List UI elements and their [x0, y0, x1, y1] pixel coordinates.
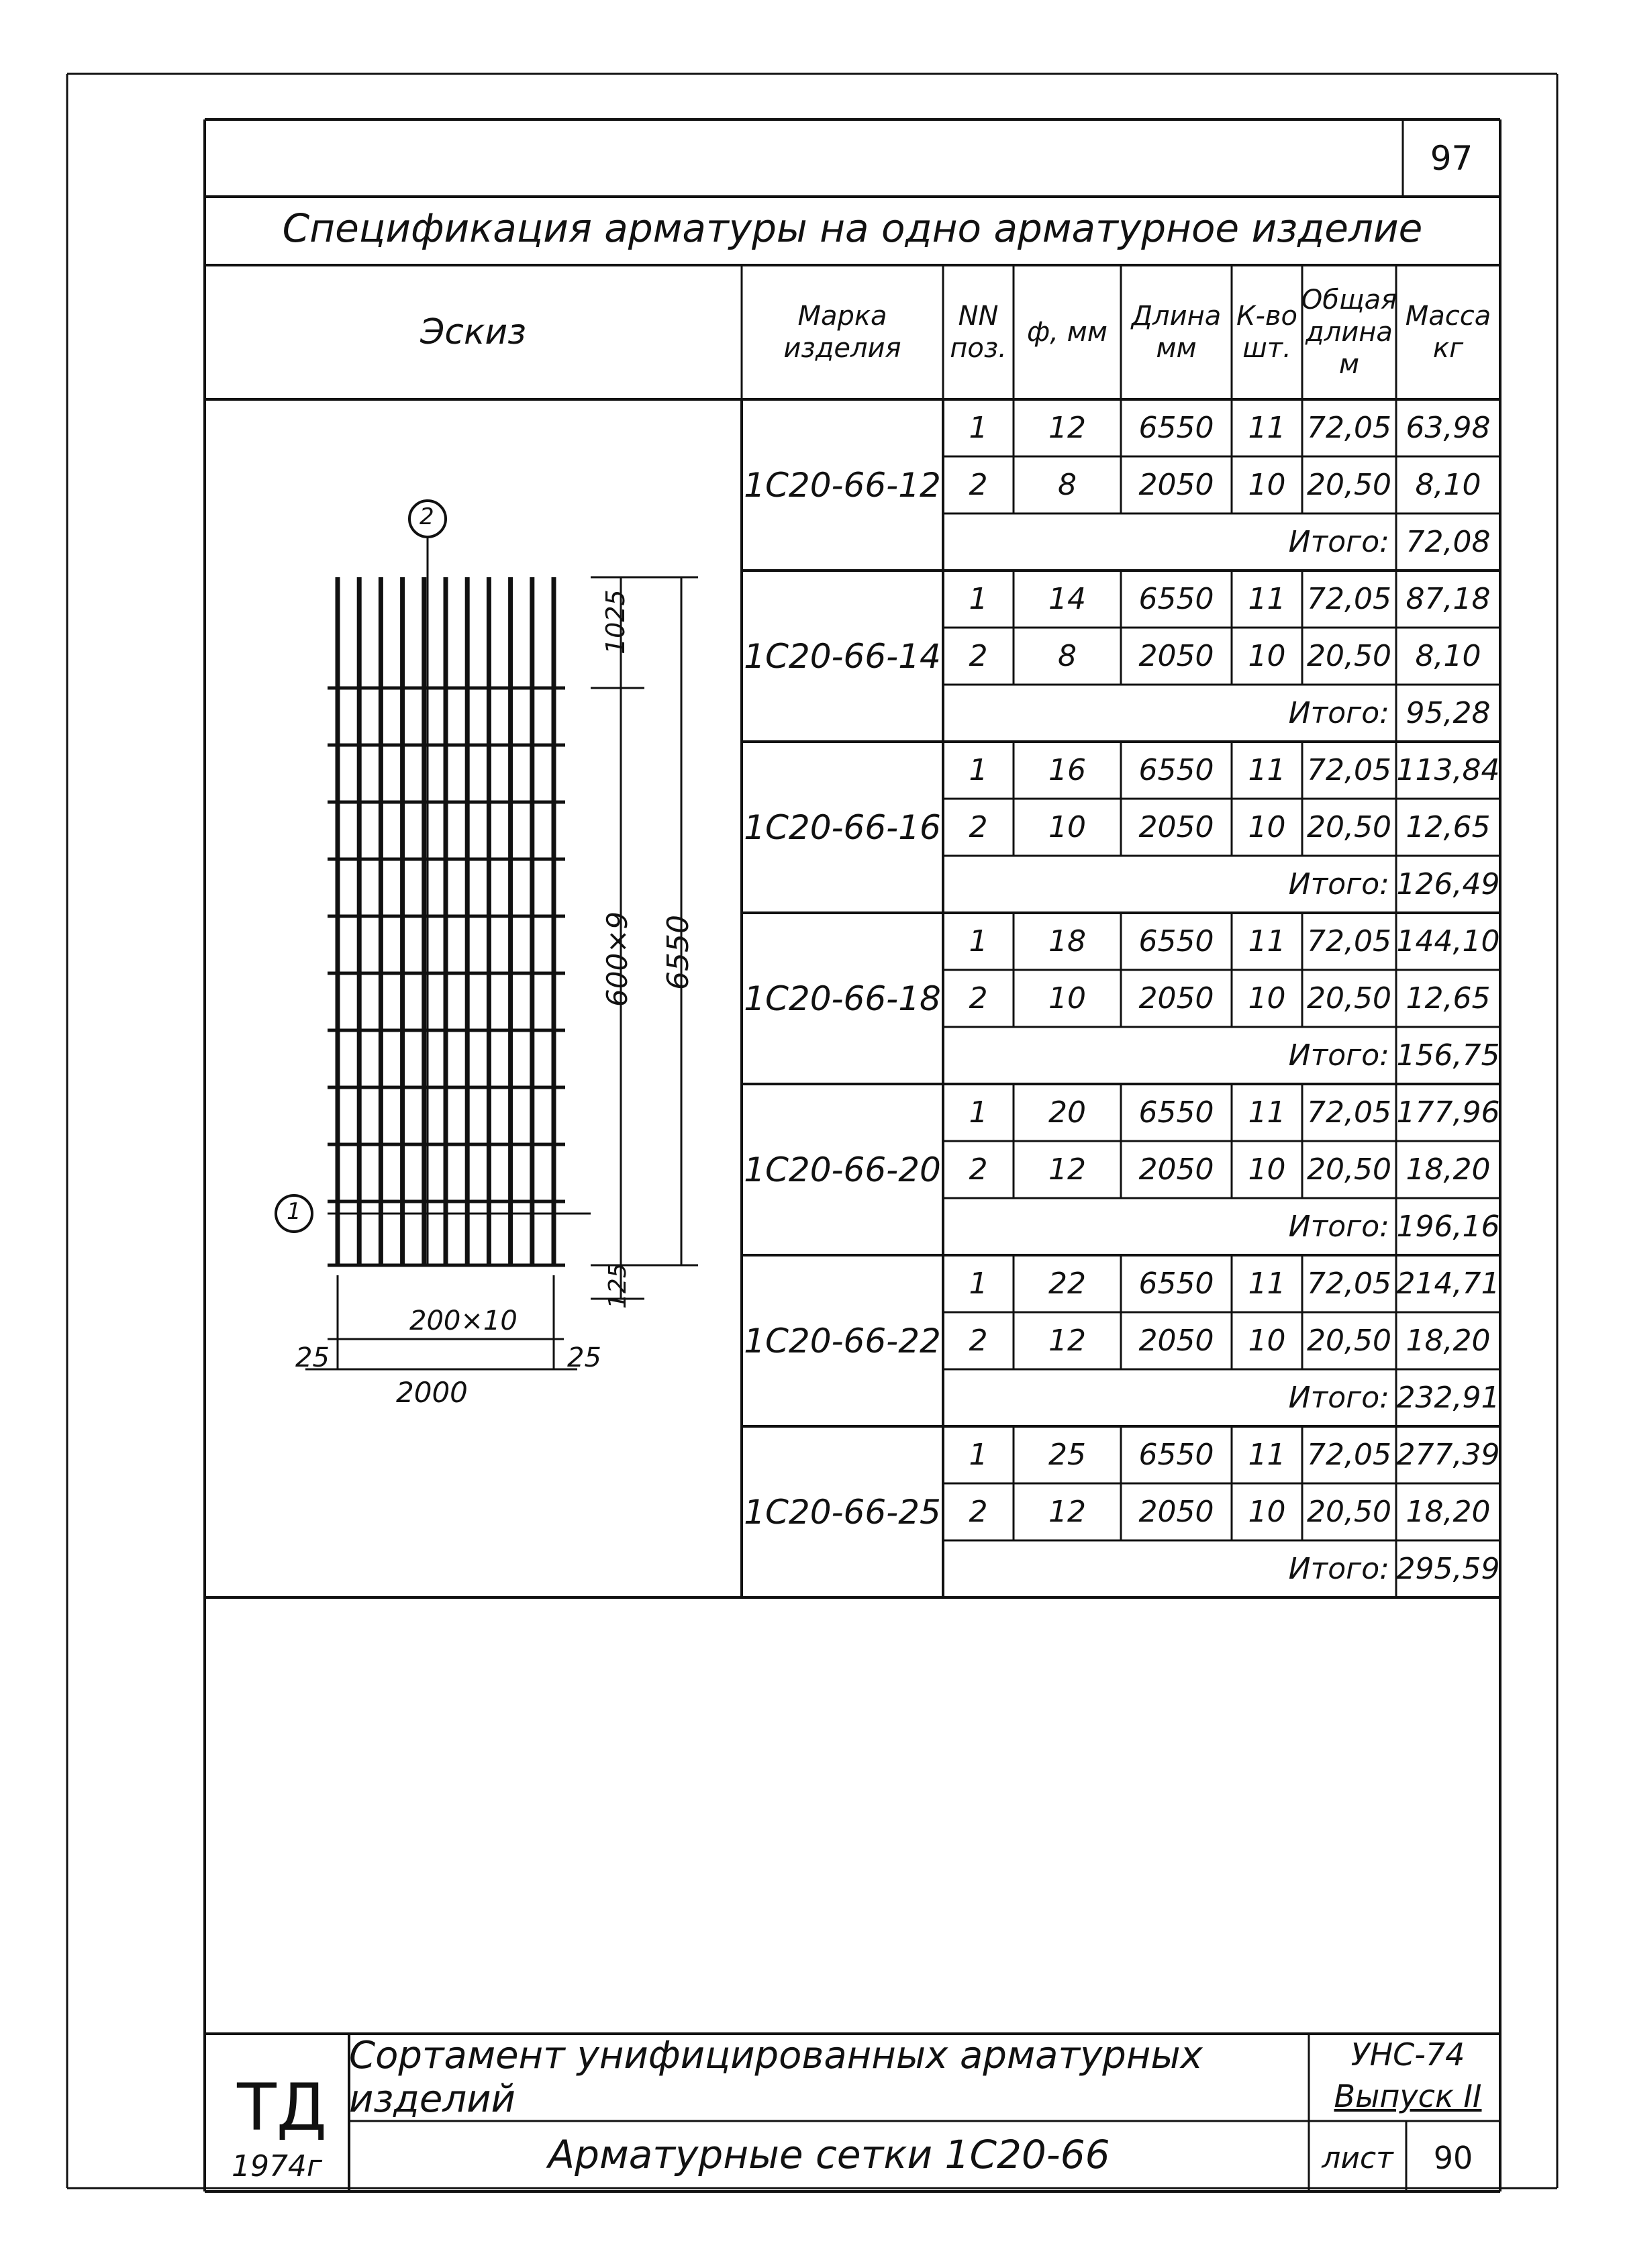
table-cell: 8 [1058, 639, 1077, 673]
table-cell: 2050 [1138, 810, 1214, 844]
table-cell: 87,18 [1406, 582, 1491, 616]
table-cell: 10 [1248, 468, 1286, 502]
table-cell: 11 [1248, 1438, 1286, 1472]
table-cell: 20,50 [1307, 639, 1391, 673]
table-cell: 20,50 [1307, 981, 1391, 1016]
table-cell: 12 [1048, 411, 1086, 445]
product-mark: 1С20-66-14 [744, 636, 941, 676]
marker-1-label: 1 [287, 1198, 301, 1225]
product-mark: 1С20-66-20 [744, 1150, 941, 1189]
table-cell: 12 [1048, 1324, 1086, 1358]
table-cell: 16 [1048, 753, 1086, 787]
table-cell: 6550 [1138, 1095, 1214, 1130]
table-cell: 20,50 [1307, 468, 1391, 502]
table-cell: 11 [1248, 753, 1286, 787]
table-cell: 18,20 [1406, 1324, 1491, 1358]
table-cell: 2 [969, 1324, 988, 1358]
column-header: Марка изделия [783, 301, 901, 364]
table-cell: 6550 [1138, 1438, 1214, 1472]
dim-spacing-label: 200×10 [409, 1305, 518, 1336]
table-cell: 6550 [1138, 1267, 1214, 1301]
table-cell: 22 [1048, 1267, 1086, 1301]
table-cell: 6550 [1138, 924, 1214, 958]
table-cell: 1 [969, 1267, 988, 1301]
table-cell: 1 [969, 411, 988, 445]
total-value: 295,59 [1396, 1552, 1500, 1586]
table-cell: 2050 [1138, 1324, 1214, 1358]
table-cell: 72,05 [1307, 411, 1391, 445]
table-cell: 2 [969, 1495, 988, 1529]
table-cell: 10 [1248, 1495, 1286, 1529]
table-cell: 72,05 [1307, 1267, 1391, 1301]
product-mark: 1С20-66-22 [744, 1321, 941, 1361]
table-cell: 2 [969, 810, 988, 844]
logo-mark: ТД [237, 2070, 327, 2145]
table-cell: 20,50 [1307, 1152, 1391, 1187]
column-header: NN поз. [950, 301, 1007, 364]
page-number: 97 [1430, 138, 1473, 178]
table-cell: 2050 [1138, 981, 1214, 1016]
table-cell: 25 [1048, 1438, 1086, 1472]
table-cell: 2 [969, 639, 988, 673]
table-cell: 2 [969, 468, 988, 502]
dim-top-label: 1025 [601, 589, 630, 654]
table-cell: 10 [1248, 1324, 1286, 1358]
table-cell: 10 [1048, 810, 1086, 844]
table-cell: 12,65 [1406, 810, 1491, 844]
table-cell: 10 [1248, 981, 1286, 1016]
table-cell: 11 [1248, 1267, 1286, 1301]
table-cell: 12 [1048, 1495, 1086, 1529]
table-cell: 8 [1058, 468, 1077, 502]
dim-width-label: 2000 [396, 1376, 468, 1409]
dim-right-edge-label: 25 [567, 1342, 601, 1373]
table-cell: 18,20 [1406, 1495, 1491, 1529]
total-label: Итого: [1288, 1552, 1389, 1586]
total-value: 95,28 [1406, 696, 1491, 730]
column-header: Масса кг [1405, 301, 1491, 364]
table-cell: 1 [969, 1095, 988, 1130]
dim-mid-label: 600×9 [601, 911, 634, 1007]
table-cell: 2050 [1138, 468, 1214, 502]
total-label: Итого: [1288, 1210, 1389, 1244]
total-label: Итого: [1288, 867, 1389, 901]
table-cell: 2 [969, 1152, 988, 1187]
table-cell: 10 [1248, 810, 1286, 844]
table-cell: 2050 [1138, 1495, 1214, 1529]
table-cell: 6550 [1138, 582, 1214, 616]
product-mark: 1С20-66-18 [744, 979, 941, 1018]
total-label: Итого: [1288, 1381, 1389, 1415]
title-block-title: Сортамент унифицированных арматурных изделий [349, 2034, 1203, 2121]
table-cell: 72,05 [1307, 753, 1391, 787]
table-cell: 2 [969, 981, 988, 1016]
total-value: 196,16 [1396, 1210, 1500, 1244]
table-cell: 14 [1048, 582, 1086, 616]
table-cell: 6550 [1138, 411, 1214, 445]
total-value: 156,75 [1396, 1038, 1500, 1073]
total-value: 232,91 [1396, 1381, 1500, 1415]
table-cell: 11 [1248, 411, 1286, 445]
table-cell: 20,50 [1307, 1495, 1391, 1529]
table-cell: 144,10 [1396, 924, 1500, 958]
table-cell: 63,98 [1406, 411, 1491, 445]
year-label: 1974г [231, 2149, 323, 2183]
table-cell: 10 [1248, 1152, 1286, 1187]
column-header: ф, мм [1027, 317, 1107, 348]
spec-title: Спецификация арматуры на одно арматурное изделие [282, 205, 1423, 251]
sketch-header: Эскиз [420, 312, 526, 352]
dim-full-label: 6550 [661, 915, 695, 990]
issue-label: Выпуск II [1334, 2078, 1482, 2114]
sheet-label: лист [1322, 2140, 1393, 2175]
product-mark: 1С20-66-16 [744, 807, 941, 847]
table-cell: 11 [1248, 1095, 1286, 1130]
column-header: Длина мм [1131, 301, 1222, 364]
column-header: К-во шт. [1236, 301, 1297, 364]
total-label: Итого: [1288, 1038, 1389, 1073]
table-cell: 11 [1248, 582, 1286, 616]
table-cell: 2050 [1138, 639, 1214, 673]
total-label: Итого: [1288, 525, 1389, 559]
table-cell: 20,50 [1307, 1324, 1391, 1358]
table-cell: 1 [969, 582, 988, 616]
table-cell: 18 [1048, 924, 1086, 958]
table-cell: 12,65 [1406, 981, 1491, 1016]
total-label: Итого: [1288, 696, 1389, 730]
table-cell: 12 [1048, 1152, 1086, 1187]
total-value: 72,08 [1406, 525, 1491, 559]
table-cell: 1 [969, 1438, 988, 1472]
product-mark: 1С20-66-25 [744, 1492, 941, 1532]
table-cell: 8,10 [1415, 468, 1481, 502]
table-cell: 10 [1048, 981, 1086, 1016]
table-cell: 6550 [1138, 753, 1214, 787]
table-cell: 2050 [1138, 1152, 1214, 1187]
table-cell: 20 [1048, 1095, 1086, 1130]
table-cell: 10 [1248, 639, 1286, 673]
dim-left-edge-label: 25 [295, 1342, 330, 1373]
table-cell: 72,05 [1307, 924, 1391, 958]
column-header: Общая длина м [1301, 285, 1397, 380]
table-cell: 177,96 [1396, 1095, 1500, 1130]
marker-2-label: 2 [420, 503, 434, 530]
table-cell: 72,05 [1307, 582, 1391, 616]
table-cell: 18,20 [1406, 1152, 1491, 1187]
table-cell: 11 [1248, 924, 1286, 958]
table-cell: 1 [969, 924, 988, 958]
table-cell: 113,84 [1396, 753, 1500, 787]
table-cell: 72,05 [1307, 1438, 1391, 1472]
product-mark: 1С20-66-12 [744, 465, 941, 505]
table-cell: 277,39 [1396, 1438, 1500, 1472]
table-cell: 72,05 [1307, 1095, 1391, 1130]
table-cell: 8,10 [1415, 639, 1481, 673]
table-cell: 214,71 [1396, 1267, 1500, 1301]
table-cell: 20,50 [1307, 810, 1391, 844]
total-value: 126,49 [1396, 867, 1500, 901]
sheet-number: 90 [1433, 2140, 1473, 2176]
dim-bottom-label: 125 [604, 1263, 632, 1309]
table-cell: 1 [969, 753, 988, 787]
series-label: УНС-74 [1350, 2036, 1465, 2073]
title-block-subtitle: Арматурные сетки 1С20-66 [548, 2132, 1110, 2177]
